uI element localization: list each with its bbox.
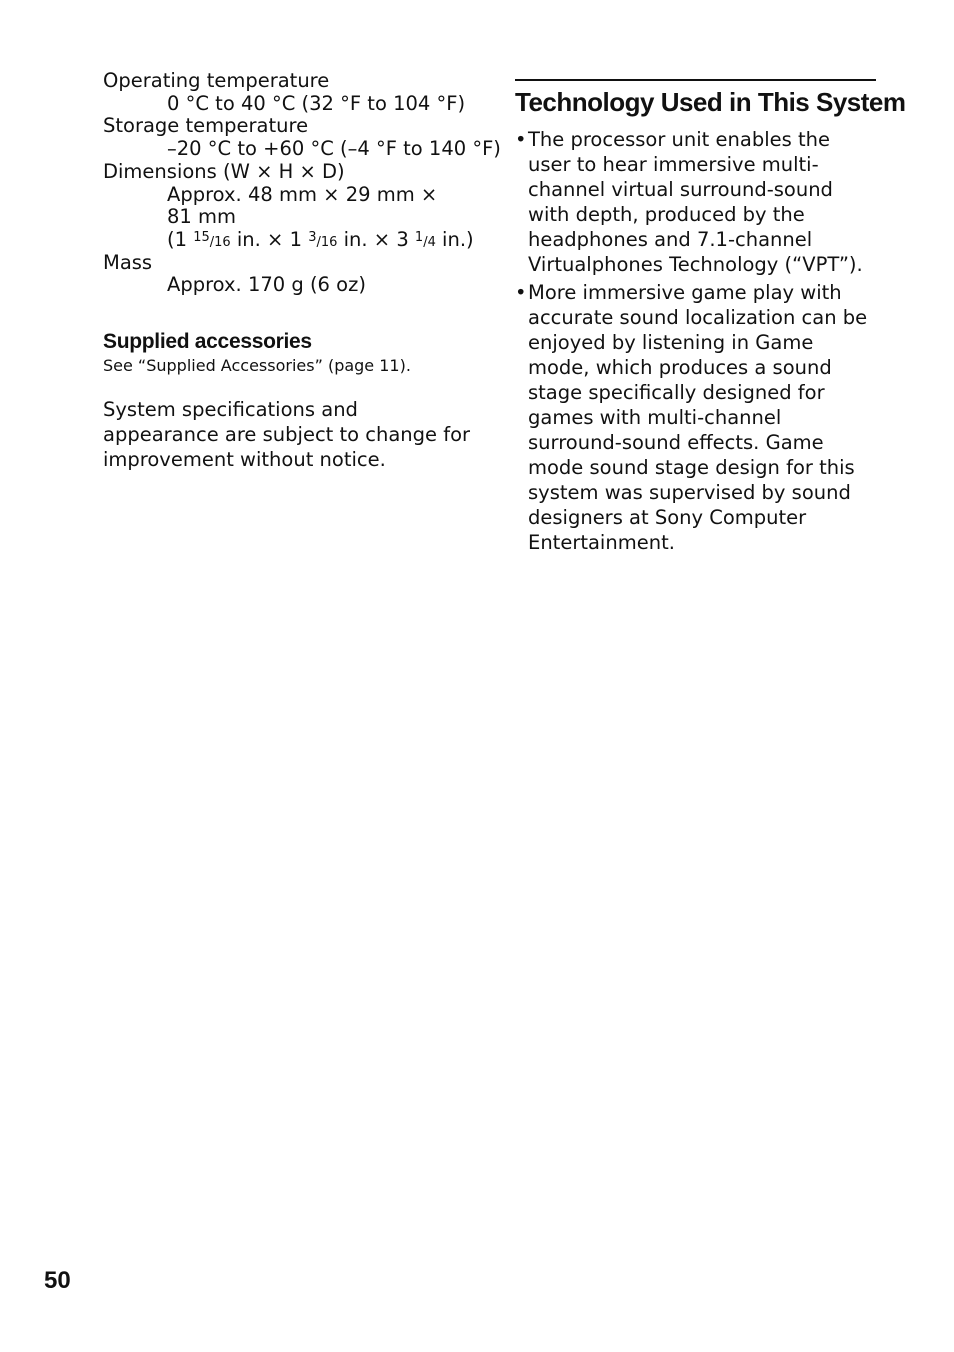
list-item: [515, 127, 877, 277]
imperial-open: (1: [167, 227, 194, 251]
fraction-1-numerator: 15: [193, 229, 210, 245]
fraction-2-numerator: 3: [308, 229, 317, 245]
technology-bullet-list: [515, 127, 877, 555]
mass-label: Mass: [103, 250, 153, 274]
bullet-icon: •: [515, 128, 527, 151]
section-title: Technology Used in This System: [515, 87, 906, 117]
list-item: [515, 280, 877, 555]
technology-column: [515, 79, 906, 558]
bullet-text: The processor unit enables the user to hear immersive multi-channel virtual surround-sound with depth, produced by the headphones and 7.1-channel Virtualphones Technology (“VPT”).: [528, 128, 863, 276]
bullet-text: More immersive game play with accurate sound localization can be enjoyed by listening in Game mode, which produces a sound stage specifically designed for games with multi-channel surround-sound effects. Game mode sound stage design for this system was supervised by sound designers at Sony Computer Entertainment.: [528, 281, 868, 554]
page-number: 50: [44, 1267, 71, 1294]
specifications-column: [103, 69, 501, 472]
imperial-mid-2: in. × 3: [337, 227, 415, 251]
dimensions-metric-line1: Approx. 48 mm × 29 mm ×: [167, 182, 438, 206]
operating-temperature-value: 0 °C to 40 °C (32 °F to 104 °F): [167, 91, 466, 115]
imperial-close: in.): [435, 227, 474, 251]
fraction-1-denominator: /16: [209, 234, 231, 250]
fraction-2-denominator: /16: [316, 234, 338, 250]
section-divider: [515, 79, 876, 81]
storage-temperature-value: –20 °C to +60 °C (–4 °F to 140 °F): [167, 137, 501, 161]
fraction-3-numerator: 1: [414, 229, 424, 245]
bullet-icon: •: [515, 281, 527, 304]
specification-notice: System specifications and appearance are subject to change for improvement without notice.: [103, 398, 471, 472]
storage-temperature-label: Storage temperature: [103, 114, 309, 138]
dimensions-metric-line2: 81 mm: [167, 205, 237, 229]
mass-value: Approx. 170 g (6 oz): [167, 273, 366, 297]
dimensions-imperial: [103, 229, 483, 252]
dimensions-label: Dimensions (W × H × D): [103, 159, 345, 183]
supplied-accessories-reference: See “Supplied Accessories” (page 11).: [103, 356, 411, 376]
operating-temperature-label: Operating temperature: [103, 69, 330, 92]
supplied-accessories-heading: Supplied accessories: [103, 330, 312, 354]
imperial-mid-1: in. × 1: [230, 227, 309, 251]
fraction-3-denominator: /4: [423, 234, 436, 250]
